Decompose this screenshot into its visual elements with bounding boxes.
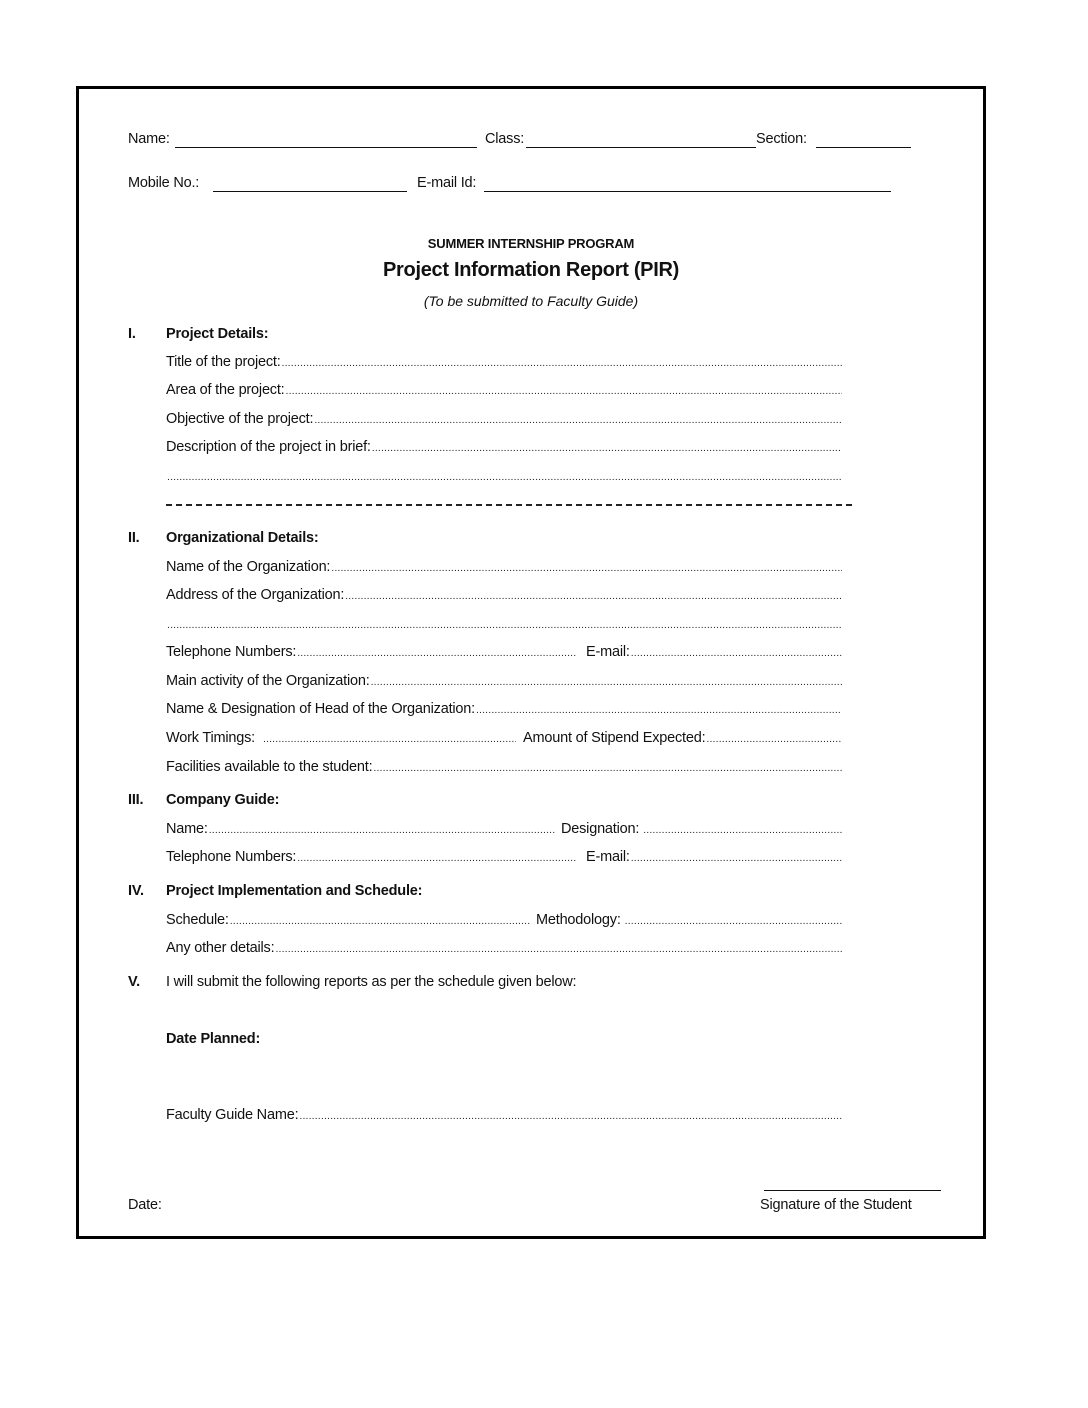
org-email-field[interactable] xyxy=(631,644,842,662)
guide-designation-field[interactable] xyxy=(643,821,842,839)
guide-email-label: E-mail: xyxy=(586,849,630,865)
section-label: Section: xyxy=(756,131,807,147)
org-name-label: Name of the Organization: xyxy=(166,559,331,575)
work-timings-field[interactable] xyxy=(263,730,516,748)
section-4-numeral: IV. xyxy=(128,883,144,899)
project-area-row[interactable] xyxy=(166,382,842,400)
org-head-label: Name & Designation of Head of the Organization: xyxy=(166,701,475,717)
org-name-row[interactable] xyxy=(166,559,842,577)
project-description-field-2[interactable] xyxy=(167,468,842,486)
org-address-row[interactable] xyxy=(166,587,842,605)
mobile-field[interactable] xyxy=(213,191,407,192)
project-title-row[interactable] xyxy=(166,354,842,372)
schedule-label: Schedule: xyxy=(166,912,229,928)
faculty-guide-row[interactable] xyxy=(166,1107,842,1125)
org-address-label: Address of the Organization: xyxy=(166,587,345,603)
org-telephone-field[interactable] xyxy=(297,644,576,662)
project-title-field[interactable] xyxy=(282,354,842,372)
guide-telephone-row[interactable] xyxy=(166,849,576,867)
project-description-row[interactable] xyxy=(166,439,842,457)
main-activity-row[interactable] xyxy=(166,673,842,691)
org-telephone-label: Telephone Numbers: xyxy=(166,644,297,660)
other-details-row[interactable] xyxy=(166,940,842,958)
methodology-field[interactable] xyxy=(625,912,842,930)
org-email-label: E-mail: xyxy=(586,644,630,660)
facilities-row[interactable] xyxy=(166,759,842,777)
org-telephone-row[interactable] xyxy=(166,644,576,662)
guide-telephone-label: Telephone Numbers: xyxy=(166,849,297,865)
work-timings-label: Work Timings: xyxy=(166,730,255,746)
faculty-guide-field[interactable] xyxy=(299,1107,842,1125)
section-3-heading: Company Guide: xyxy=(166,792,280,808)
main-activity-field[interactable] xyxy=(371,673,842,691)
mobile-label: Mobile No.: xyxy=(128,175,200,191)
section-5-numeral: V. xyxy=(128,974,140,990)
section-2-numeral: II. xyxy=(128,530,140,546)
email-label: E-mail Id: xyxy=(417,175,477,191)
project-area-label: Area of the project: xyxy=(166,382,285,398)
project-area-field[interactable] xyxy=(286,382,842,400)
facilities-label: Facilities available to the student: xyxy=(166,759,373,775)
guide-name-field[interactable] xyxy=(209,821,556,839)
other-details-field[interactable] xyxy=(275,940,842,958)
stipend-row[interactable] xyxy=(523,730,842,748)
section-2-heading: Organizational Details: xyxy=(166,530,319,546)
org-address-field-2[interactable] xyxy=(167,616,842,634)
name-field[interactable] xyxy=(175,147,477,148)
section-1-numeral: I. xyxy=(128,326,136,342)
section-5-statement: I will submit the following reports as per the schedule given below: xyxy=(166,974,577,990)
submission-note: (To be submitted to Faculty Guide) xyxy=(423,293,639,309)
email-field[interactable] xyxy=(484,191,891,192)
guide-name-label: Name: xyxy=(166,821,208,837)
class-field[interactable] xyxy=(526,147,756,148)
stipend-field[interactable] xyxy=(706,730,842,748)
project-title-label: Title of the project: xyxy=(166,354,281,370)
methodology-row[interactable] xyxy=(536,912,842,930)
faculty-guide-label: Faculty Guide Name: xyxy=(166,1107,299,1123)
org-address-continued[interactable] xyxy=(166,616,842,634)
project-objective-row[interactable] xyxy=(166,411,842,429)
project-description-label: Description of the project in brief: xyxy=(166,439,371,455)
project-description-field[interactable] xyxy=(372,439,842,457)
section-3-numeral: III. xyxy=(128,792,144,808)
org-head-row[interactable] xyxy=(166,701,842,719)
org-email-row[interactable] xyxy=(586,644,842,662)
other-details-label: Any other details: xyxy=(166,940,275,956)
section-4-heading: Project Implementation and Schedule: xyxy=(166,883,423,899)
project-description-continued[interactable] xyxy=(166,468,842,486)
date-planned-label: Date Planned: xyxy=(166,1031,261,1047)
guide-designation-row[interactable] xyxy=(561,821,842,839)
signature-line[interactable] xyxy=(764,1190,941,1191)
project-objective-label: Objective of the project: xyxy=(166,411,314,427)
org-head-field[interactable] xyxy=(476,701,842,719)
project-objective-field[interactable] xyxy=(314,411,842,429)
schedule-field[interactable] xyxy=(230,912,530,930)
date-label: Date: xyxy=(128,1197,162,1213)
schedule-row[interactable] xyxy=(166,912,530,930)
guide-email-row[interactable] xyxy=(586,849,842,867)
work-timings-row[interactable] xyxy=(166,730,516,748)
guide-designation-label: Designation: xyxy=(561,821,640,837)
signature-label: Signature of the Student xyxy=(760,1197,912,1213)
class-label: Class: xyxy=(485,131,525,147)
stipend-label: Amount of Stipend Expected: xyxy=(523,730,706,746)
org-name-field[interactable] xyxy=(331,559,842,577)
facilities-field[interactable] xyxy=(373,759,842,777)
section-1-heading: Project Details: xyxy=(166,326,269,342)
guide-telephone-field[interactable] xyxy=(297,849,576,867)
guide-name-row[interactable] xyxy=(166,821,556,839)
guide-email-field[interactable] xyxy=(631,849,842,867)
section-field[interactable] xyxy=(816,147,911,148)
report-title: Project Information Report (PIR) xyxy=(383,259,679,281)
program-title: SUMMER INTERNSHIP PROGRAM xyxy=(427,236,635,251)
org-address-field[interactable] xyxy=(345,587,842,605)
project-description-dashed-line[interactable] xyxy=(166,504,852,506)
main-activity-label: Main activity of the Organization: xyxy=(166,673,370,689)
methodology-label: Methodology: xyxy=(536,912,621,928)
name-label: Name: xyxy=(128,131,170,147)
